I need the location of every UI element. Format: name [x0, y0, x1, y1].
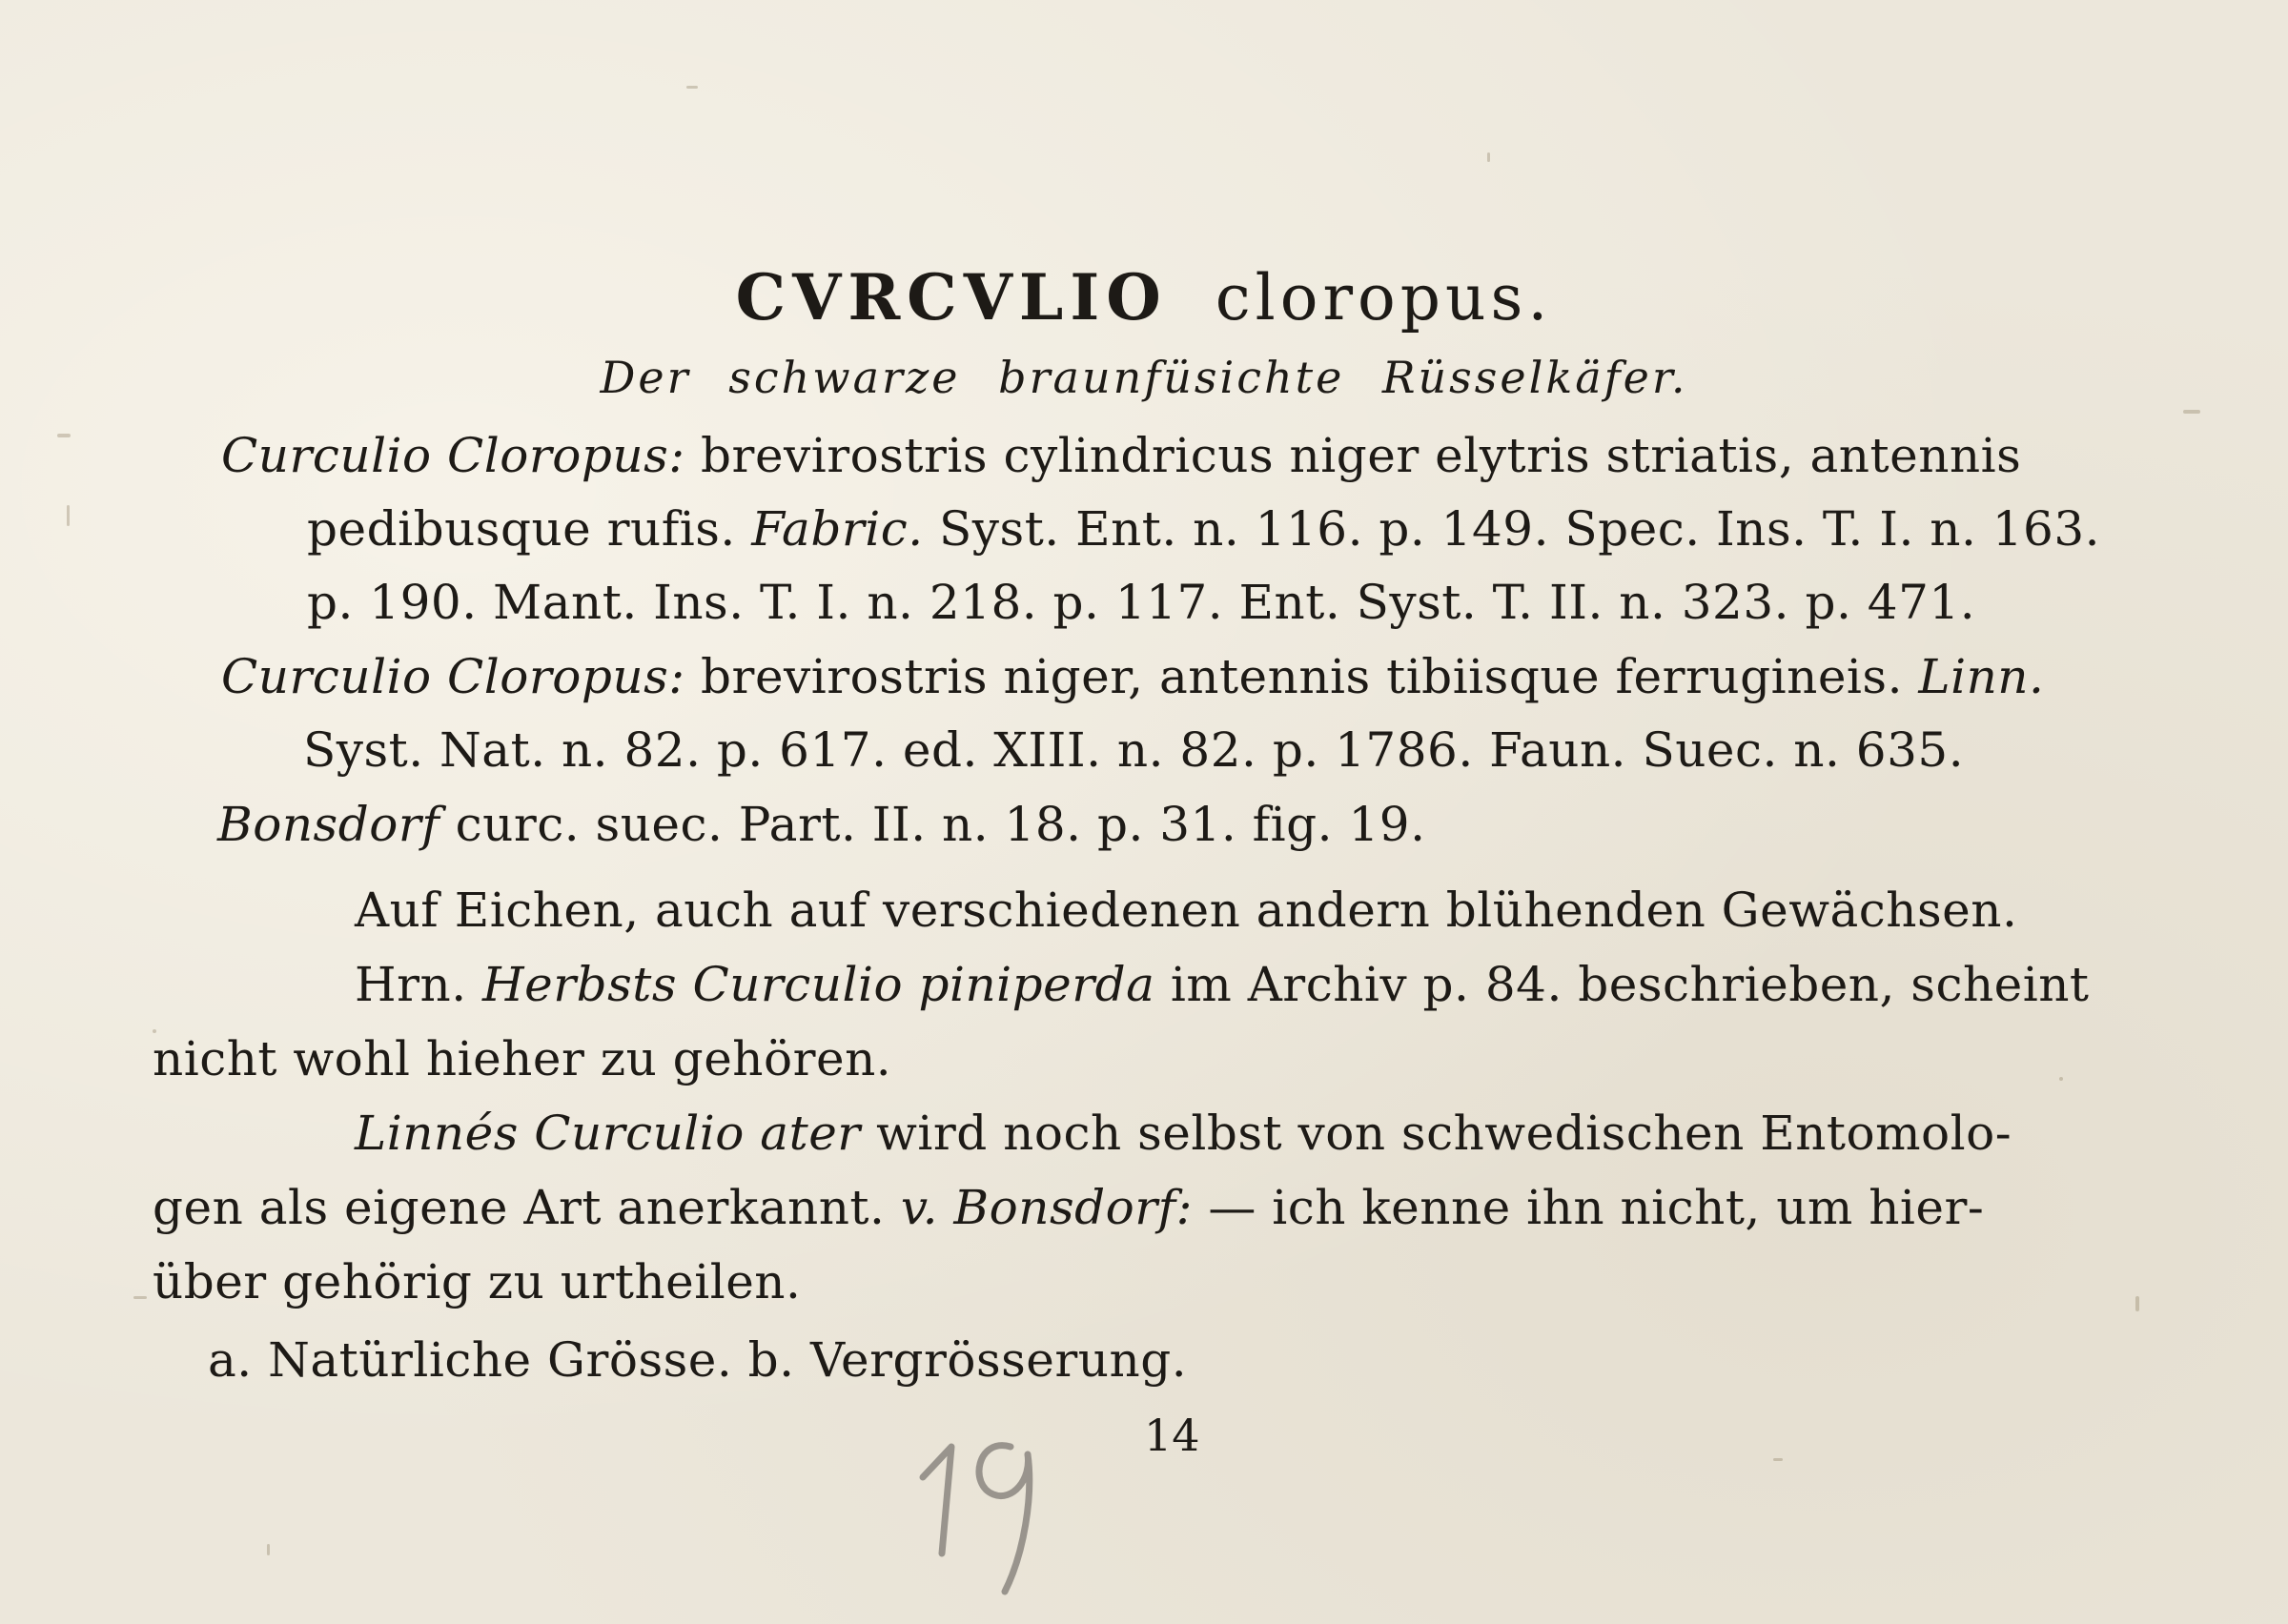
linne-author: v. Bonsdorf:	[900, 1180, 1193, 1235]
linnaeus-line-1	[221, 648, 2044, 705]
paper-speck	[2059, 1077, 2063, 1081]
bonsdorf-line	[217, 796, 1425, 853]
fabricius-line-2	[307, 500, 2100, 558]
species-title	[0, 259, 2288, 336]
linne-text-cont: gen als eigene Art anerkannt.	[153, 1180, 886, 1235]
paper-speck	[1773, 1458, 1783, 1461]
linne-species: Linnés Curculio ater	[355, 1106, 861, 1161]
herbst-text: im Archiv p. 84. beschrieben, scheint	[1170, 957, 2090, 1012]
fabricius-line-1	[221, 427, 2021, 484]
fabricius-line-3: p. 190. Mant. Ins. T. I. n. 218. p. 117. Ent. Syst. T. II. n. 323. p. 471.	[307, 575, 1976, 630]
herbst-paragraph-line-2: nicht wohl hieher zu gehören.	[153, 1031, 892, 1086]
herbst-author: Herbsts	[482, 957, 678, 1012]
paper-speck	[1487, 152, 1490, 162]
figure-legend: a. Natürliche Grösse. b. Vergrösserung.	[208, 1332, 1188, 1388]
pencil-mark-19	[906, 1411, 1077, 1601]
herbst-prefix: Hrn.	[355, 957, 467, 1012]
paper-speck	[686, 86, 698, 89]
linnaeus-diagnosis: brevirostris niger, antennis tibiisque ferrugineis.	[701, 649, 1903, 704]
paper-speck	[2135, 1296, 2139, 1311]
linnaeus-author: Linn.	[1918, 649, 2045, 704]
fabricius-diagnosis-cont: pedibusque rufis.	[307, 501, 736, 557]
common-name: Der schwarze braunfüsichte Rüsselkäfer.	[600, 352, 1688, 403]
linnaeus-line-2: Syst. Nat. n. 82. p. 617. ed. XIII. n. 82. p. 1786. Faun. Suec. n. 635.	[303, 722, 1965, 778]
paper-speck	[57, 434, 71, 437]
herbst-paragraph-line-1	[355, 956, 2090, 1013]
fabricius-author: Fabric.	[751, 501, 924, 557]
genus-name: CVRCVLIO	[735, 260, 1168, 335]
linne-text-cont-2: — ich kenne ihn nicht, um hier-	[1208, 1180, 1985, 1235]
species-name: cloropus.	[1215, 261, 1553, 335]
linnaeus-binomial: Curculio Cloropus:	[221, 649, 685, 704]
fabricius-diagnosis: brevirostris cylindricus niger elytris striatis, antennis	[701, 428, 2022, 483]
paper-speck	[2183, 410, 2200, 414]
linne-paragraph-line-1	[355, 1105, 2012, 1162]
paper-speck	[133, 1296, 147, 1299]
fabricius-refs: Syst. Ent. n. 116. p. 149. Spec. Ins. T. I. n. 163.	[939, 501, 2101, 557]
bonsdorf-ref: curc. suec. Part. II. n. 18. p. 31. fig. 19.	[455, 797, 1426, 852]
fabricius-binomial: Curculio Cloropus:	[221, 428, 685, 483]
linne-paragraph-line-3: über gehörig zu urtheilen.	[153, 1254, 802, 1309]
paper-speck	[267, 1544, 270, 1555]
page-number: 14	[1144, 1410, 1200, 1461]
linne-text: wird noch selbst von schwedischen Entomolo-	[876, 1106, 2012, 1161]
habitat-paragraph: Auf Eichen, auch auf verschiedenen andern blühenden Gewächsen.	[355, 883, 2018, 938]
herbst-species: Curculio piniperda	[692, 957, 1155, 1012]
paper-speck	[67, 505, 70, 526]
bonsdorf-author: Bonsdorf	[217, 797, 440, 852]
linne-paragraph-line-2	[153, 1179, 1984, 1236]
